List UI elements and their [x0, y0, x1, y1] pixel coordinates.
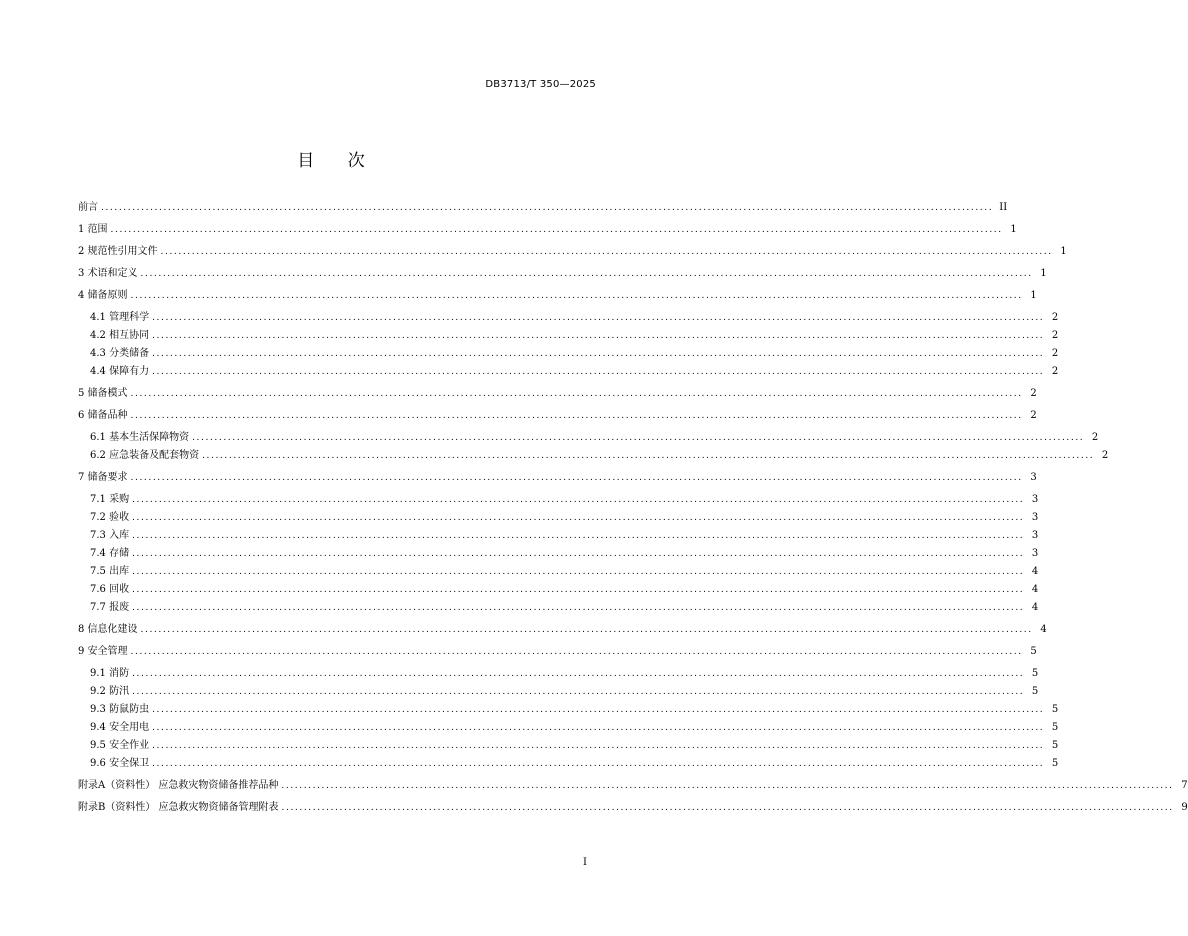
toc-dot-leader: ........................................................................................................................................................................................................: [152, 331, 1045, 341]
toc-entry-label: 7 储备要求: [78, 469, 131, 487]
toc-entry-page: 3: [1031, 494, 1039, 505]
toc-entry-label: 9.1 消防: [90, 665, 132, 683]
toc-dot-leader: ........................................................................................................................................................................................................: [152, 367, 1045, 377]
toc-entry-label: 7.4 存储: [90, 545, 132, 563]
toc-entry[interactable]: [78, 265, 1047, 283]
page-title: 目 次: [297, 151, 379, 171]
toc-entry-label: 5 储备模式: [78, 385, 131, 403]
toc-entry-page: 1: [1060, 246, 1067, 257]
toc-entry-label: 附录B（资料性） 应急救灾物资储备管理附表: [78, 799, 282, 817]
toc-entry-page: 2: [1051, 366, 1059, 377]
toc-dot-leader: ........................................................................................................................................................................................................: [132, 585, 1025, 595]
toc-dot-leader: ........................................................................................................................................................................................................: [140, 269, 1033, 279]
toc-dot-leader: ........................................................................................................................................................................................................: [130, 411, 1023, 421]
toc-entry[interactable]: [78, 243, 1067, 261]
toc-dot-leader: ........................................................................................................................................................................................................: [130, 647, 1023, 657]
toc-entry-label: 8 信息化建设: [78, 621, 141, 639]
toc-dot-leader: ........................................................................................................................................................................................................: [110, 225, 1003, 235]
toc-entry-page: 5: [1031, 686, 1039, 697]
toc-entry[interactable]: [78, 447, 1109, 465]
document-code: DB3713/T 350—2025: [485, 79, 596, 90]
toc-dot-leader: ........................................................................................................................................................................................................: [132, 531, 1025, 541]
toc-entry-label: 4.4 保障有力: [90, 363, 152, 381]
toc-dot-leader: ........................................................................................................................................................................................................: [132, 687, 1025, 697]
toc-entry-label: 4.3 分类储备: [90, 345, 152, 363]
toc-entry[interactable]: [78, 345, 1059, 363]
toc-dot-leader: ........................................................................................................................................................................................................: [132, 549, 1025, 559]
toc-entry-label: 7.3 入库: [90, 527, 132, 545]
toc-entry-label: 7.6 回收: [90, 581, 132, 599]
toc-entry-label: 9.5 安全作业: [90, 737, 152, 755]
toc-entry-page: 5: [1051, 704, 1059, 715]
toc-dot-leader: ........................................................................................................................................................................................................: [101, 203, 994, 213]
toc-dot-leader: ........................................................................................................................................................................................................: [152, 705, 1045, 715]
toc-entry[interactable]: [78, 509, 1039, 527]
toc-dot-leader: ........................................................................................................................................................................................................: [192, 433, 1085, 443]
toc-entry[interactable]: [78, 491, 1039, 509]
toc-entry-label: 6 储备品种: [78, 407, 131, 425]
toc-dot-leader: ........................................................................................................................................................................................................: [132, 669, 1025, 679]
toc-entry-page: 5: [1051, 722, 1059, 733]
toc-entry-label: 7.2 验收: [90, 509, 132, 527]
toc-entry-label: 9.4 安全用电: [90, 719, 152, 737]
toc-entry[interactable]: [78, 799, 1188, 817]
toc-entry[interactable]: [78, 719, 1059, 737]
toc-dot-leader: ........................................................................................................................................................................................................: [152, 349, 1045, 359]
toc-entry-page: II: [999, 202, 1008, 213]
toc-entry-label: 9 安全管理: [78, 643, 131, 661]
toc-dot-leader: ........................................................................................................................................................................................................: [130, 389, 1023, 399]
toc-dot-leader: ........................................................................................................................................................................................................: [152, 759, 1045, 769]
toc-entry-label: 3 术语和定义: [78, 265, 141, 283]
toc-entry-page: 5: [1051, 758, 1059, 769]
toc-entry[interactable]: [78, 221, 1017, 239]
toc-entry-label: 2 规范性引用文件: [78, 243, 161, 261]
toc-dot-leader: ........................................................................................................................................................................................................: [202, 451, 1095, 461]
toc-entry-page: 7: [1181, 780, 1188, 791]
toc-entry[interactable]: [78, 527, 1039, 545]
toc-entry[interactable]: [78, 545, 1039, 563]
toc-entry-page: 2: [1101, 450, 1109, 461]
toc-entry[interactable]: [78, 599, 1039, 617]
toc-entry-page: 5: [1051, 740, 1059, 751]
toc-entry-page: 3: [1030, 472, 1037, 483]
toc-dot-leader: ........................................................................................................................................................................................................: [281, 781, 1174, 791]
toc-entry-label: 4.2 相互协同: [90, 327, 152, 345]
toc-entry-page: 3: [1031, 530, 1039, 541]
toc-entry[interactable]: [78, 287, 1037, 305]
toc-entry[interactable]: [78, 363, 1059, 381]
toc-entry-label: 9.6 安全保卫: [90, 755, 152, 773]
toc-entry-label: 9.2 防汛: [90, 683, 132, 701]
toc-entry-label: 4 储备原则: [78, 287, 131, 305]
toc-entry-page: 2: [1051, 330, 1059, 341]
toc-entry[interactable]: [78, 199, 1008, 217]
toc-entry-page: 2: [1030, 410, 1037, 421]
toc-entry[interactable]: [78, 701, 1059, 719]
toc-entry-page: 2: [1051, 312, 1059, 323]
toc-entry[interactable]: [78, 429, 1099, 447]
toc-dot-leader: ........................................................................................................................................................................................................: [130, 291, 1023, 301]
toc-entry-page: 4: [1031, 602, 1039, 613]
toc-dot-leader: ........................................................................................................................................................................................................: [152, 723, 1045, 733]
toc-dot-leader: ........................................................................................................................................................................................................: [281, 803, 1174, 813]
footer-page-number: I: [583, 857, 587, 868]
toc-entry-page: 9: [1181, 802, 1188, 813]
toc-entry-label: 4.1 管理科学: [90, 309, 152, 327]
toc-entry-label: 7.5 出库: [90, 563, 132, 581]
toc-entry-page: 4: [1040, 624, 1047, 635]
toc-entry-page: 2: [1051, 348, 1059, 359]
toc-entry-label: 附录A（资料性） 应急救灾物资储备推荐品种: [78, 777, 281, 795]
toc-entry-label: 6.1 基本生活保障物资: [90, 429, 192, 447]
toc-entry-page: 3: [1031, 512, 1039, 523]
toc-entry[interactable]: [78, 309, 1059, 327]
toc-entry-label: 1 范围: [78, 221, 111, 239]
toc-entry-label: 9.3 防鼠防虫: [90, 701, 152, 719]
toc-entry-page: 4: [1031, 584, 1039, 595]
toc-entry-page: 2: [1030, 388, 1037, 399]
table-of-contents: [78, 199, 1188, 817]
toc-dot-leader: ........................................................................................................................................................................................................: [132, 567, 1025, 577]
toc-entry[interactable]: [78, 683, 1039, 701]
toc-entry-page: 3: [1031, 548, 1039, 559]
toc-entry-page: 1: [1040, 268, 1047, 279]
toc-dot-leader: ........................................................................................................................................................................................................: [132, 495, 1025, 505]
toc-dot-leader: ........................................................................................................................................................................................................: [130, 473, 1023, 483]
toc-entry[interactable]: [78, 737, 1059, 755]
toc-entry[interactable]: [78, 665, 1039, 683]
toc-entry[interactable]: [78, 581, 1039, 599]
toc-dot-leader: ........................................................................................................................................................................................................: [152, 741, 1045, 751]
toc-entry[interactable]: [78, 755, 1059, 773]
toc-entry[interactable]: [78, 621, 1047, 639]
toc-entry[interactable]: [78, 327, 1059, 345]
toc-dot-leader: ........................................................................................................................................................................................................: [140, 625, 1033, 635]
toc-entry-page: 5: [1031, 668, 1039, 679]
toc-entry-page: 5: [1030, 646, 1037, 657]
toc-entry-page: 4: [1031, 566, 1039, 577]
toc-dot-leader: ........................................................................................................................................................................................................: [152, 313, 1045, 323]
toc-entry[interactable]: [78, 777, 1188, 795]
toc-entry[interactable]: [78, 469, 1037, 487]
toc-entry-page: 1: [1030, 290, 1037, 301]
toc-entry[interactable]: [78, 563, 1039, 581]
toc-entry-label: 6.2 应急装备及配套物资: [90, 447, 202, 465]
toc-dot-leader: ........................................................................................................................................................................................................: [132, 603, 1025, 613]
toc-entry-label: 7.1 采购: [90, 491, 132, 509]
toc-entry-page: 1: [1010, 224, 1017, 235]
toc-entry[interactable]: [78, 407, 1037, 425]
toc-entry-page: 2: [1091, 432, 1099, 443]
toc-entry-label: 7.7 报废: [90, 599, 132, 617]
toc-dot-leader: ........................................................................................................................................................................................................: [132, 513, 1025, 523]
toc-dot-leader: ........................................................................................................................................................................................................: [160, 247, 1053, 257]
toc-entry-label: 前言: [78, 199, 101, 217]
toc-entry[interactable]: [78, 385, 1037, 403]
toc-entry[interactable]: [78, 643, 1037, 661]
